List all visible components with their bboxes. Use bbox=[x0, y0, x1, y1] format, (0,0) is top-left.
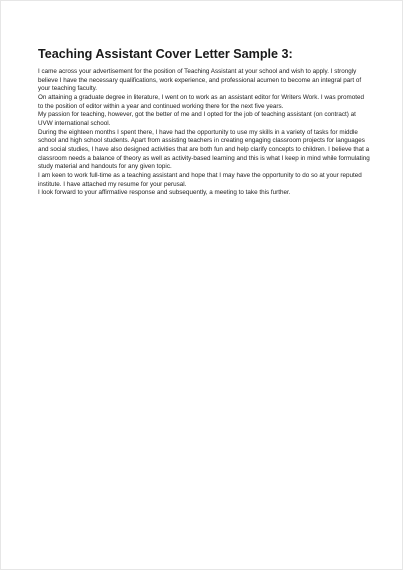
paragraph-closing: I look forward to your affirmative response and subsequently, a meeting to take this further. bbox=[38, 189, 291, 197]
letter-title: Teaching Assistant Cover Letter Sample 3: bbox=[38, 47, 293, 61]
paragraph-request: I am keen to work full-time as a teaching assistant and hope that I may have the opportunity to do so at your reputed institute. I have attached my resume for your perusal. bbox=[38, 171, 362, 188]
paragraph-intro: I came across your advertisement for the position of Teaching Assistant at your school and wish to apply. I strongly believe I have the necessary qualifications, work experience, and professional acumen to become an integral part of your teaching faculty. bbox=[38, 68, 362, 93]
paragraph-passion: My passion for teaching, however, got the better of me and I opted for the job of teaching assistant (on contract) at UVW international school. bbox=[38, 111, 356, 127]
paragraph-experience: During the eighteen months I spent there, I have had the opportunity to use my skills in a variety of tasks for middle school and high school students. Apart from assisting teachers in creating engaging classroom projects for languages and social studies, I have also designed activities that are both fun and help clarify concepts to children. I believe that a classroom needs a balance of theory as well as activity-based learning and this is what I keep in mind while formulating study material and handouts for any given topic. bbox=[38, 128, 370, 171]
paragraph-education: On attaining a graduate degree in literature, I went on to work as an assistant editor for Writers Work. I was promoted to the position of editor within a year and continued working there for the next five years. bbox=[38, 93, 364, 110]
letter-content bbox=[38, 47, 370, 198]
